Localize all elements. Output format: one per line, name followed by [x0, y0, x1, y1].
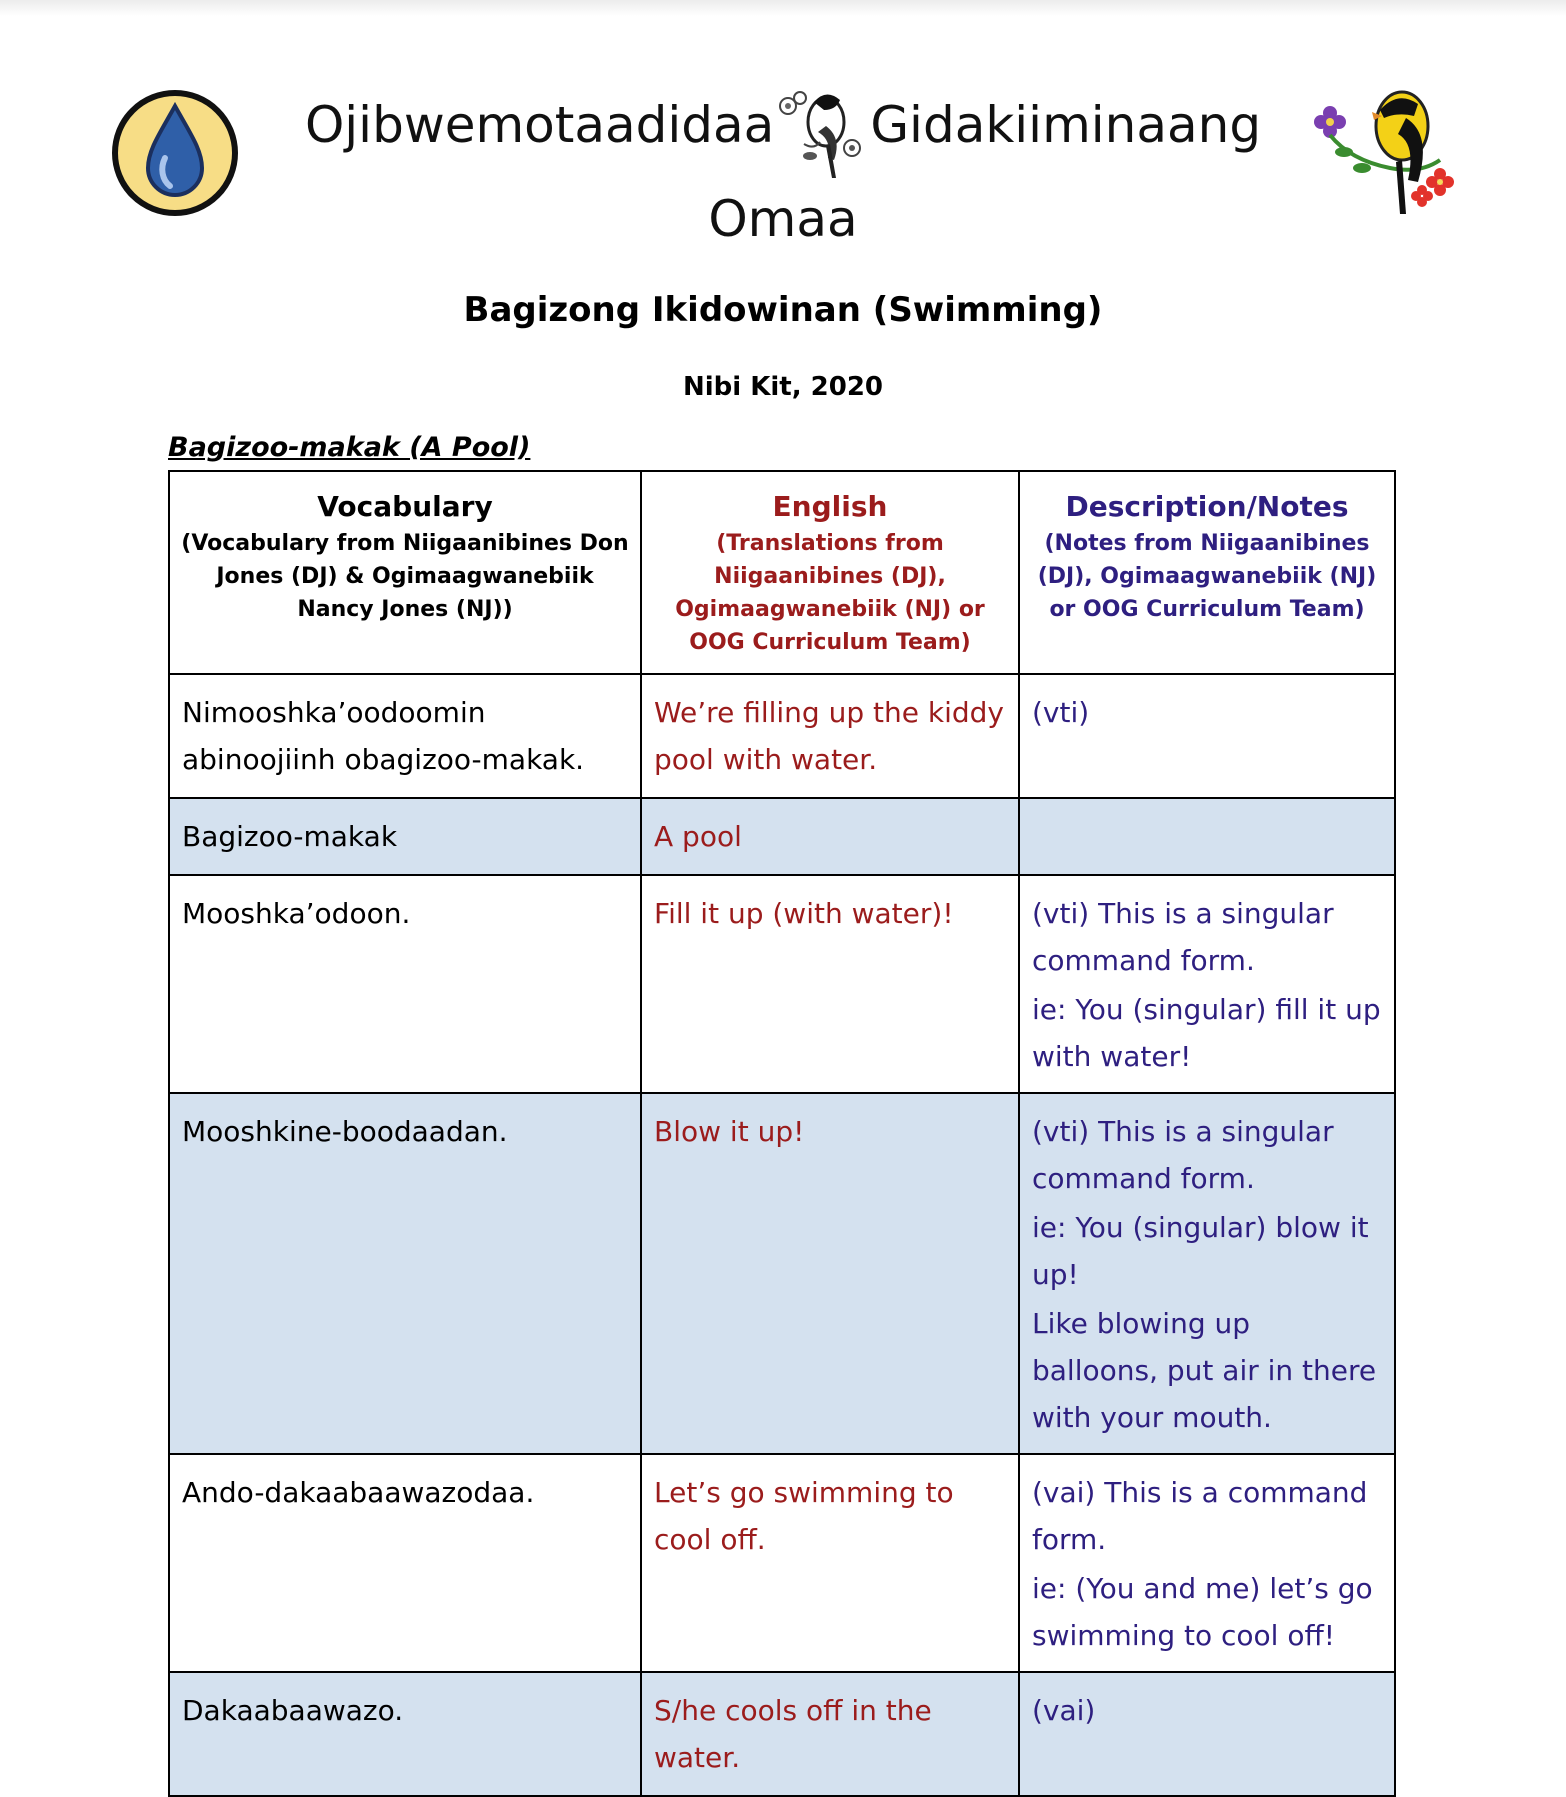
vocabulary-table	[168, 470, 1396, 1797]
table-row	[169, 1093, 1395, 1454]
note-line: (vai) This is a command form.	[1032, 1476, 1368, 1556]
chickadee-icon	[774, 80, 870, 180]
header-notes: Description/Notes (Notes from Niigaanibines (DJ), Ogimaagwanebiik (NJ) or OOG Curriculum Team)	[1019, 471, 1395, 674]
document-subtitle: Nibi Kit, 2020	[682, 372, 884, 402]
title-second-line: Omaa	[708, 190, 858, 248]
note-line: ie: You (singular) fill it up with water!	[1032, 993, 1381, 1073]
notes-cell	[1019, 875, 1395, 1093]
notes-cell	[1019, 1454, 1395, 1672]
english-cell: We’re filling up the kiddy pool with water.	[641, 674, 1019, 798]
note-line: (vti) This is a singular command form.	[1032, 897, 1334, 977]
notes-cell	[1019, 798, 1395, 875]
notes-cell	[1019, 674, 1395, 798]
note-line: (vti) This is a singular command form.	[1032, 1115, 1334, 1195]
note-line: (vti)	[1032, 696, 1090, 729]
vocab-cell: Nimooshka’oodoomin abinoojiinh obagizoo-makak.	[169, 674, 641, 798]
title-right-word: Gidakiiminaang	[870, 96, 1262, 154]
vocab-cell: Dakaabaawazo.	[169, 1672, 641, 1796]
goldfinch-flowers-icon	[1310, 90, 1460, 220]
note-line: Like blowing up balloons, put air in there with your mouth.	[1032, 1307, 1377, 1434]
table-row	[169, 1454, 1395, 1672]
note-line: ie: You (singular) blow it up!	[1032, 1211, 1369, 1291]
vocab-cell: Bagizoo-makak	[169, 798, 641, 875]
english-cell: Fill it up (with water)!	[641, 875, 1019, 1093]
vocab-cell: Ando-dakaabaawazodaa.	[169, 1454, 641, 1672]
header-vocabulary: Vocabulary (Vocabulary from Niigaanibines Don Jones (DJ) & Ogimaagwanebiik Nancy Jones (NJ))	[169, 471, 641, 674]
vocab-cell: Mooshkine-boodaadan.	[169, 1093, 641, 1454]
header-english: English (Translations from Niigaanibines (DJ), Ogimaagwanebiik (NJ) or OOG Curriculum Team)	[641, 471, 1019, 674]
english-cell: Let’s go swimming to cool off.	[641, 1454, 1019, 1672]
vocab-cell: Mooshka’odoon.	[169, 875, 641, 1093]
english-cell: A pool	[641, 798, 1019, 875]
notes-cell	[1019, 1672, 1395, 1796]
note-line: (vai)	[1032, 1694, 1096, 1727]
title-left-word: Ojibwemotaadidaa	[304, 96, 775, 154]
note-line: ie: (You and me) let’s go swimming to cool off!	[1032, 1572, 1373, 1652]
top-edge-shadow	[0, 0, 1566, 16]
table-row	[169, 1672, 1395, 1796]
english-cell: S/he cools off in the water.	[641, 1672, 1019, 1796]
table-header-row	[169, 471, 1395, 674]
table-row	[169, 798, 1395, 875]
english-cell: Blow it up!	[641, 1093, 1019, 1454]
document-title: Bagizong Ikidowinan (Swimming)	[463, 290, 1103, 330]
notes-cell	[1019, 1093, 1395, 1454]
table-row	[169, 674, 1395, 798]
table-row	[169, 875, 1395, 1093]
section-heading: Bagizoo-makak (A Pool)	[168, 432, 531, 463]
